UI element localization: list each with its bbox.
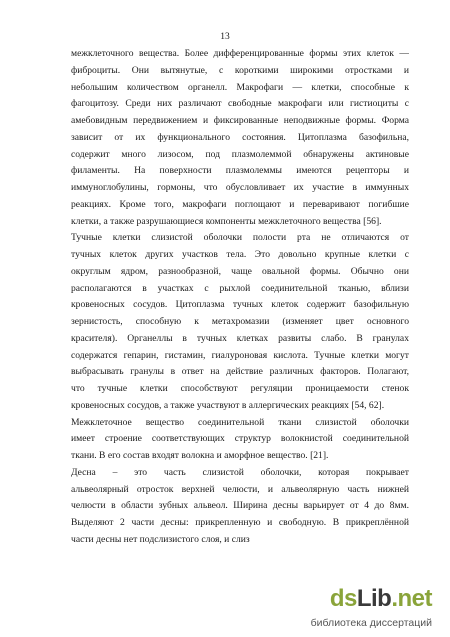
- text-line: Выделяют 2 части десны: прикрепленную и свободную. В прикреплённой: [71, 517, 409, 528]
- text-line: альвеолярный отросток верхней челюсти, и альвеолярную часть нижней: [71, 483, 409, 495]
- text-line: что тучные клетки способствуют регуляции проницаемости стенок: [71, 383, 409, 394]
- text-line: ткани. В его состав входят волокна и аморфное вещество. [21].: [71, 450, 329, 461]
- dslib-watermark[interactable]: [272, 585, 432, 629]
- text-line: Межклеточное вещество соединительной ткани слизистой оболочки: [71, 416, 409, 428]
- text-line: Десна – это часть слизистой оболочки, которая покрывает: [71, 466, 409, 478]
- text-line: филаменты. На поверхности плазмолеммы имеются рецепторы и: [71, 165, 409, 177]
- watermark-lib: Lib: [356, 585, 392, 612]
- watermark-subtitle: библиотека диссертаций: [310, 617, 432, 629]
- watermark-net: .net: [391, 585, 432, 612]
- text-line: клетки, а также разрушающиеся компоненты межклеточного вещества [56].: [71, 215, 382, 227]
- text-line: зависит от их функционального состояния. Цитоплазма базофильна,: [71, 131, 409, 143]
- text-line: иммуноглобулины, гормоны, что обусловливает их участие в иммунных: [71, 182, 409, 193]
- text-line: амебовидным передвижением и фиксированные неподвижные формы. Форма: [71, 115, 409, 126]
- text-line: красителя). Органеллы в тучных клетках развиты слабо. В гранулах: [71, 332, 409, 344]
- text-line: фиброциты. Они вытянутые, с короткими широкими отростками и: [71, 64, 409, 76]
- text-line: реакциях. Кроме того, макрофаги поглощают и переваривают погибшие: [71, 198, 409, 210]
- text-line: тучных клеток других участков тела. Это довольно крупные клетки с: [71, 249, 409, 260]
- text-line: межклеточного вещества. Более дифференцированные формы этих клеток —: [71, 48, 409, 59]
- text-line: имеет строение соответствующих структур волокнистой соединительной: [71, 433, 409, 445]
- text-line: округлым ядром, разнообразной, чаще овальной формы. Обычно они: [71, 265, 409, 277]
- text-line: небольшим количеством органелл. Макрофаги — клетки, способные к: [71, 81, 409, 93]
- watermark-logo: [330, 585, 432, 613]
- text-line: содержатся гепарин, гистамин, гиалуроновая кислота. Тучные клетки могут: [71, 349, 409, 361]
- page-number: 13: [220, 32, 230, 42]
- text-line: зернистость, способную к метахромазии (изменяет цвет основного: [71, 316, 409, 327]
- text-line: кровеносных сосудов, а также участвуют в аллергических реакциях [54, 62].: [71, 399, 385, 411]
- text-line: содержит много лизосом, под плазмолеммой обнаружены актиновые: [71, 148, 409, 160]
- text-line: Тучные клетки слизистой оболочки полости рта не отличаются от: [71, 232, 409, 244]
- text-line: выбрасывать гранулы в ответ на действие различных факторов. Полагают,: [71, 366, 409, 378]
- text-line: челюсти в области зубных альвеол. Ширина десны варьирует от 4 до 8мм.: [71, 500, 409, 512]
- page-body: [71, 46, 409, 549]
- body-text: [71, 46, 409, 549]
- text-line: кровеносных сосудов. Цитоплазма тучных клеток содержит базофильную: [71, 299, 409, 311]
- text-line: фагоцитозу. Среди них различают свободные макрофаги или гистиоциты с: [71, 98, 409, 110]
- watermark-ds: ds: [329, 585, 357, 612]
- text-line: части десны нет подслизистого слоя, и слиз: [71, 533, 250, 545]
- text-line: располагаются в участках с рыхлой соединительной тканью, вблизи: [71, 282, 409, 294]
